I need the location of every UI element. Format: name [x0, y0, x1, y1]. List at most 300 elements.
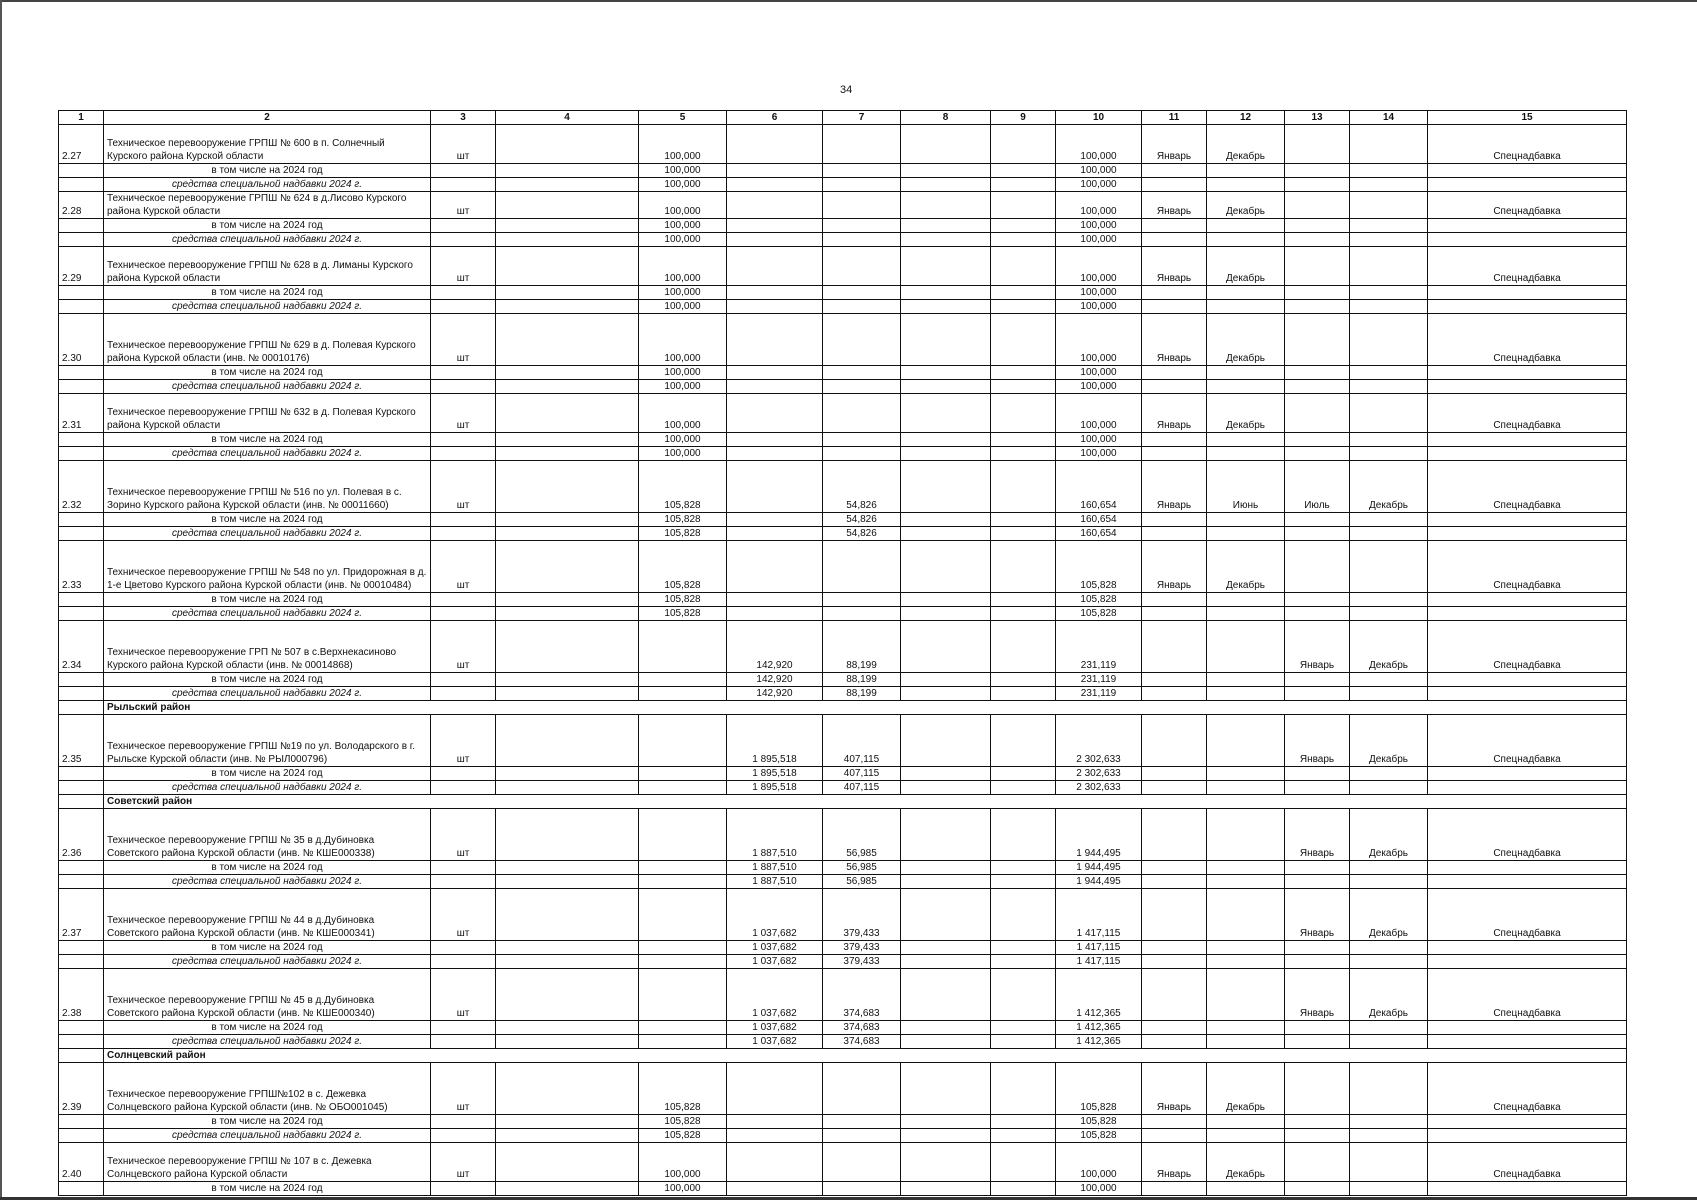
value-cell	[823, 192, 901, 219]
month-cell	[1350, 125, 1428, 164]
value-cell	[496, 447, 639, 461]
empty-cell	[1207, 1021, 1285, 1035]
value-cell	[991, 164, 1056, 178]
value-cell: 100,000	[1056, 380, 1142, 394]
item-name: Техническое перевооружение ГРПШ №19 по ул. Володарского в г. Рыльске Курской области (инв. № РЫЛ000796)	[104, 715, 431, 767]
empty-cell	[1207, 433, 1285, 447]
source-cell: Спецнадбавка	[1428, 192, 1627, 219]
value-cell	[991, 513, 1056, 527]
header-row	[59, 111, 1627, 125]
value-cell	[901, 1063, 991, 1115]
item-name: Техническое перевооружение ГРПШ № 107 в с. Дежевка Солнцевского района Курской области	[104, 1143, 431, 1182]
idx-cell	[59, 164, 104, 178]
empty-cell	[1207, 1182, 1285, 1196]
value-cell: 105,828	[1056, 1115, 1142, 1129]
subtotal-year-row	[59, 1021, 1627, 1035]
value-cell	[639, 687, 727, 701]
value-cell	[496, 286, 639, 300]
value-cell: 142,920	[727, 621, 823, 673]
value-cell: 407,115	[823, 715, 901, 767]
value-cell	[496, 527, 639, 541]
value-cell	[901, 192, 991, 219]
value-cell	[901, 300, 991, 314]
value-cell: 105,828	[1056, 1063, 1142, 1115]
value-cell	[496, 1182, 639, 1196]
subtotal-year-row	[59, 673, 1627, 687]
unit-cell: шт	[431, 809, 496, 861]
value-cell	[823, 286, 901, 300]
empty-cell	[1428, 233, 1627, 247]
value-cell	[727, 125, 823, 164]
idx-cell	[59, 527, 104, 541]
month-cell: Декабрь	[1207, 394, 1285, 433]
empty-cell	[1142, 875, 1207, 889]
empty-cell	[1350, 861, 1428, 875]
unit-cell: шт	[431, 394, 496, 433]
value-cell: 105,828	[639, 607, 727, 621]
value-cell	[991, 1182, 1056, 1196]
month-cell: Декабрь	[1207, 1143, 1285, 1182]
value-cell: 100,000	[1056, 178, 1142, 192]
unit-cell: шт	[431, 715, 496, 767]
value-cell: 100,000	[1056, 233, 1142, 247]
idx-cell	[59, 178, 104, 192]
value-cell	[823, 541, 901, 593]
empty-cell	[1350, 673, 1428, 687]
empty-cell	[1350, 233, 1428, 247]
month-cell	[1285, 247, 1350, 286]
value-cell	[991, 247, 1056, 286]
item-name: Техническое перевооружение ГРПШ№102 в с. Дежевка Солнцевского района Курской области (инв. № ОБО001045)	[104, 1063, 431, 1115]
empty-cell	[1142, 433, 1207, 447]
value-cell	[727, 513, 823, 527]
value-cell: 100,000	[639, 178, 727, 192]
value-cell	[496, 955, 639, 969]
empty-cell	[1428, 513, 1627, 527]
unit-cell: шт	[431, 314, 496, 366]
source-cell: Спецнадбавка	[1428, 809, 1627, 861]
col-header: 13	[1285, 111, 1350, 125]
value-cell	[991, 192, 1056, 219]
subrow-label: средства специальной надбавки 2024 г.	[104, 687, 431, 701]
value-cell	[727, 593, 823, 607]
col-header: 8	[901, 111, 991, 125]
source-cell: Спецнадбавка	[1428, 621, 1627, 673]
col-header: 11	[1142, 111, 1207, 125]
unit-cell	[431, 875, 496, 889]
empty-cell	[1285, 178, 1350, 192]
empty-cell	[1142, 380, 1207, 394]
month-cell	[1207, 889, 1285, 941]
value-cell: 100,000	[1056, 366, 1142, 380]
value-cell	[727, 1143, 823, 1182]
value-cell: 100,000	[639, 219, 727, 233]
empty-cell	[1350, 433, 1428, 447]
empty-cell	[1285, 941, 1350, 955]
value-cell: 374,683	[823, 1021, 901, 1035]
month-cell: Январь	[1142, 394, 1207, 433]
empty-cell	[1428, 366, 1627, 380]
source-cell: Спецнадбавка	[1428, 125, 1627, 164]
idx-cell	[59, 607, 104, 621]
value-cell	[823, 300, 901, 314]
idx-cell	[59, 286, 104, 300]
value-cell: 56,985	[823, 809, 901, 861]
empty-cell	[1285, 607, 1350, 621]
empty-cell	[1428, 875, 1627, 889]
col-header: 4	[496, 111, 639, 125]
month-cell	[1350, 1143, 1428, 1182]
month-cell: Декабрь	[1207, 125, 1285, 164]
empty-cell	[1350, 513, 1428, 527]
value-cell	[991, 673, 1056, 687]
month-cell	[1142, 969, 1207, 1021]
value-cell: 160,654	[1056, 513, 1142, 527]
empty-cell	[1142, 178, 1207, 192]
table-row	[59, 247, 1627, 286]
empty-cell	[1428, 593, 1627, 607]
value-cell: 1 887,510	[727, 861, 823, 875]
subtotal-fund-row	[59, 178, 1627, 192]
empty-cell	[1142, 781, 1207, 795]
value-cell	[991, 767, 1056, 781]
value-cell: 100,000	[1056, 433, 1142, 447]
month-cell	[1285, 394, 1350, 433]
value-cell	[823, 178, 901, 192]
empty-cell	[1142, 861, 1207, 875]
col-header: 3	[431, 111, 496, 125]
item-index: 2.35	[59, 715, 104, 767]
value-cell	[639, 1021, 727, 1035]
value-cell	[639, 781, 727, 795]
item-index: 2.30	[59, 314, 104, 366]
value-cell	[496, 300, 639, 314]
empty-cell	[1428, 527, 1627, 541]
value-cell	[901, 125, 991, 164]
value-cell	[727, 541, 823, 593]
value-cell	[823, 433, 901, 447]
subrow-label: в том числе на 2024 год	[104, 433, 431, 447]
empty-cell	[1285, 380, 1350, 394]
subrow-label: в том числе на 2024 год	[104, 861, 431, 875]
value-cell: 379,433	[823, 941, 901, 955]
value-cell: 1 944,495	[1056, 861, 1142, 875]
value-cell: 1 887,510	[727, 809, 823, 861]
empty-cell	[1350, 366, 1428, 380]
value-cell	[991, 781, 1056, 795]
subtotal-year-row	[59, 941, 1627, 955]
value-cell	[901, 380, 991, 394]
value-cell	[991, 233, 1056, 247]
empty-cell	[1350, 607, 1428, 621]
value-cell	[496, 125, 639, 164]
empty-cell	[1285, 1115, 1350, 1129]
month-cell: Декабрь	[1207, 314, 1285, 366]
subtotal-fund-row	[59, 607, 1627, 621]
value-cell	[727, 1182, 823, 1196]
idx-cell	[59, 673, 104, 687]
value-cell	[639, 673, 727, 687]
value-cell	[991, 1035, 1056, 1049]
value-cell	[639, 889, 727, 941]
value-cell	[496, 781, 639, 795]
value-cell	[496, 969, 639, 1021]
value-cell: 1 037,682	[727, 1021, 823, 1035]
unit-cell: шт	[431, 541, 496, 593]
empty-cell	[1350, 286, 1428, 300]
value-cell: 407,115	[823, 767, 901, 781]
value-cell	[901, 233, 991, 247]
value-cell	[639, 621, 727, 673]
value-cell	[496, 433, 639, 447]
idx-cell	[59, 433, 104, 447]
idx-cell	[59, 233, 104, 247]
empty-cell	[1350, 781, 1428, 795]
source-cell: Спецнадбавка	[1428, 247, 1627, 286]
idx-cell	[59, 1021, 104, 1035]
subrow-label: в том числе на 2024 год	[104, 673, 431, 687]
empty-cell	[1350, 1129, 1428, 1143]
idx-cell	[59, 781, 104, 795]
value-cell: 105,828	[639, 461, 727, 513]
month-cell	[1350, 192, 1428, 219]
district-name: Рыльский район	[104, 701, 1627, 715]
value-cell	[496, 673, 639, 687]
district-name: Солнцевский район	[104, 1049, 1627, 1063]
value-cell	[496, 394, 639, 433]
value-cell	[496, 889, 639, 941]
value-cell	[496, 715, 639, 767]
subtotal-year-row	[59, 1115, 1627, 1129]
unit-cell: шт	[431, 621, 496, 673]
value-cell	[901, 955, 991, 969]
works-table	[58, 110, 1627, 1196]
value-cell: 100,000	[639, 192, 727, 219]
subtotal-year-row	[59, 219, 1627, 233]
value-cell: 2 302,633	[1056, 781, 1142, 795]
empty-cell	[1142, 593, 1207, 607]
value-cell	[991, 125, 1056, 164]
value-cell: 379,433	[823, 955, 901, 969]
value-cell	[823, 125, 901, 164]
month-cell: Январь	[1142, 314, 1207, 366]
month-cell: Январь	[1285, 809, 1350, 861]
value-cell	[496, 513, 639, 527]
subtotal-year-row	[59, 593, 1627, 607]
empty-cell	[1285, 219, 1350, 233]
item-index: 2.34	[59, 621, 104, 673]
month-cell	[1285, 192, 1350, 219]
month-cell: Декабрь	[1207, 192, 1285, 219]
value-cell	[496, 809, 639, 861]
value-cell	[496, 861, 639, 875]
unit-cell	[431, 300, 496, 314]
month-cell	[1285, 1063, 1350, 1115]
value-cell: 142,920	[727, 673, 823, 687]
value-cell	[823, 1143, 901, 1182]
month-cell: Декабрь	[1350, 715, 1428, 767]
month-cell	[1207, 715, 1285, 767]
empty-cell	[1350, 164, 1428, 178]
subrow-label: средства специальной надбавки 2024 г.	[104, 447, 431, 461]
value-cell: 100,000	[639, 366, 727, 380]
subrow-label: в том числе на 2024 год	[104, 366, 431, 380]
empty-cell	[1350, 1115, 1428, 1129]
unit-cell: шт	[431, 461, 496, 513]
subtotal-year-row	[59, 1182, 1627, 1196]
value-cell	[727, 394, 823, 433]
value-cell	[727, 1063, 823, 1115]
month-cell: Январь	[1142, 125, 1207, 164]
value-cell	[823, 219, 901, 233]
district-name: Советский район	[104, 795, 1627, 809]
month-cell	[1207, 809, 1285, 861]
empty-cell	[1142, 513, 1207, 527]
value-cell: 88,199	[823, 673, 901, 687]
value-cell	[496, 1129, 639, 1143]
month-cell: Декабрь	[1350, 889, 1428, 941]
empty-cell	[1285, 1129, 1350, 1143]
value-cell	[496, 164, 639, 178]
value-cell	[991, 889, 1056, 941]
value-cell: 1 412,365	[1056, 1035, 1142, 1049]
month-cell	[1285, 1143, 1350, 1182]
month-cell: Январь	[1142, 541, 1207, 593]
value-cell	[639, 767, 727, 781]
value-cell	[727, 192, 823, 219]
value-cell	[496, 380, 639, 394]
subtotal-year-row	[59, 286, 1627, 300]
value-cell: 100,000	[639, 380, 727, 394]
value-cell: 407,115	[823, 781, 901, 795]
value-cell: 100,000	[1056, 219, 1142, 233]
value-cell	[901, 247, 991, 286]
value-cell	[901, 461, 991, 513]
value-cell: 142,920	[727, 687, 823, 701]
empty-cell	[1207, 447, 1285, 461]
value-cell	[639, 1035, 727, 1049]
empty-cell	[1142, 607, 1207, 621]
month-cell: Июль	[1285, 461, 1350, 513]
empty-cell	[1207, 781, 1285, 795]
empty-cell	[1350, 1021, 1428, 1035]
value-cell: 374,683	[823, 969, 901, 1021]
table-row	[59, 461, 1627, 513]
unit-cell	[431, 941, 496, 955]
value-cell: 374,683	[823, 1035, 901, 1049]
subrow-label: в том числе на 2024 год	[104, 593, 431, 607]
empty-cell	[1350, 447, 1428, 461]
month-cell	[1285, 125, 1350, 164]
month-cell	[1142, 809, 1207, 861]
unit-cell: шт	[431, 125, 496, 164]
value-cell	[727, 433, 823, 447]
value-cell	[991, 286, 1056, 300]
subrow-label: средства специальной надбавки 2024 г.	[104, 607, 431, 621]
idx-cell	[59, 1049, 104, 1063]
subrow-label: средства специальной надбавки 2024 г.	[104, 380, 431, 394]
empty-cell	[1285, 164, 1350, 178]
value-cell	[496, 1021, 639, 1035]
value-cell: 105,828	[1056, 607, 1142, 621]
value-cell	[727, 366, 823, 380]
subrow-label: средства специальной надбавки 2024 г.	[104, 178, 431, 192]
value-cell	[901, 219, 991, 233]
subrow-label: средства специальной надбавки 2024 г.	[104, 233, 431, 247]
value-cell: 1 417,115	[1056, 955, 1142, 969]
empty-cell	[1142, 219, 1207, 233]
item-index: 2.33	[59, 541, 104, 593]
empty-cell	[1285, 1182, 1350, 1196]
value-cell	[991, 955, 1056, 969]
value-cell	[991, 219, 1056, 233]
value-cell: 1 412,365	[1056, 969, 1142, 1021]
value-cell	[496, 767, 639, 781]
idx-cell	[59, 1035, 104, 1049]
unit-cell	[431, 447, 496, 461]
subtotal-fund-row	[59, 687, 1627, 701]
value-cell: 100,000	[1056, 1182, 1142, 1196]
value-cell	[901, 314, 991, 366]
empty-cell	[1428, 607, 1627, 621]
value-cell: 105,828	[639, 1063, 727, 1115]
source-cell: Спецнадбавка	[1428, 1143, 1627, 1182]
col-header: 14	[1350, 111, 1428, 125]
value-cell	[991, 861, 1056, 875]
item-name: Техническое перевооружение ГРПШ № 548 по ул. Придорожная в д. 1-е Цветово Курского района Курской области (инв. № 00010484)	[104, 541, 431, 593]
value-cell: 1 037,682	[727, 1035, 823, 1049]
idx-cell	[59, 300, 104, 314]
value-cell	[496, 461, 639, 513]
month-cell: Январь	[1285, 715, 1350, 767]
empty-cell	[1142, 1129, 1207, 1143]
idx-cell	[59, 1115, 104, 1129]
empty-cell	[1207, 178, 1285, 192]
value-cell	[991, 300, 1056, 314]
empty-cell	[1142, 286, 1207, 300]
value-cell	[496, 314, 639, 366]
empty-cell	[1207, 687, 1285, 701]
value-cell	[901, 433, 991, 447]
value-cell	[823, 394, 901, 433]
month-cell	[1350, 1063, 1428, 1115]
value-cell	[901, 889, 991, 941]
item-index: 2.39	[59, 1063, 104, 1115]
subrow-label: в том числе на 2024 год	[104, 1182, 431, 1196]
subrow-label: средства специальной надбавки 2024 г.	[104, 1129, 431, 1143]
value-cell	[991, 447, 1056, 461]
item-index: 2.27	[59, 125, 104, 164]
idx-cell	[59, 955, 104, 969]
unit-cell	[431, 366, 496, 380]
table-row	[59, 541, 1627, 593]
value-cell	[823, 380, 901, 394]
table-body	[59, 125, 1627, 1196]
item-index: 2.40	[59, 1143, 104, 1182]
value-cell: 1 037,682	[727, 955, 823, 969]
value-cell: 100,000	[639, 447, 727, 461]
empty-cell	[1428, 164, 1627, 178]
value-cell	[991, 1115, 1056, 1129]
subtotal-fund-row	[59, 781, 1627, 795]
empty-cell	[1142, 300, 1207, 314]
month-cell: Январь	[1285, 621, 1350, 673]
value-cell	[727, 607, 823, 621]
empty-cell	[1428, 1021, 1627, 1035]
item-name: Техническое перевооружение ГРПШ № 35 в д.Дубиновка Советского района Курской области (инв. № КШЕ000338)	[104, 809, 431, 861]
month-cell	[1142, 621, 1207, 673]
col-header: 2	[104, 111, 431, 125]
